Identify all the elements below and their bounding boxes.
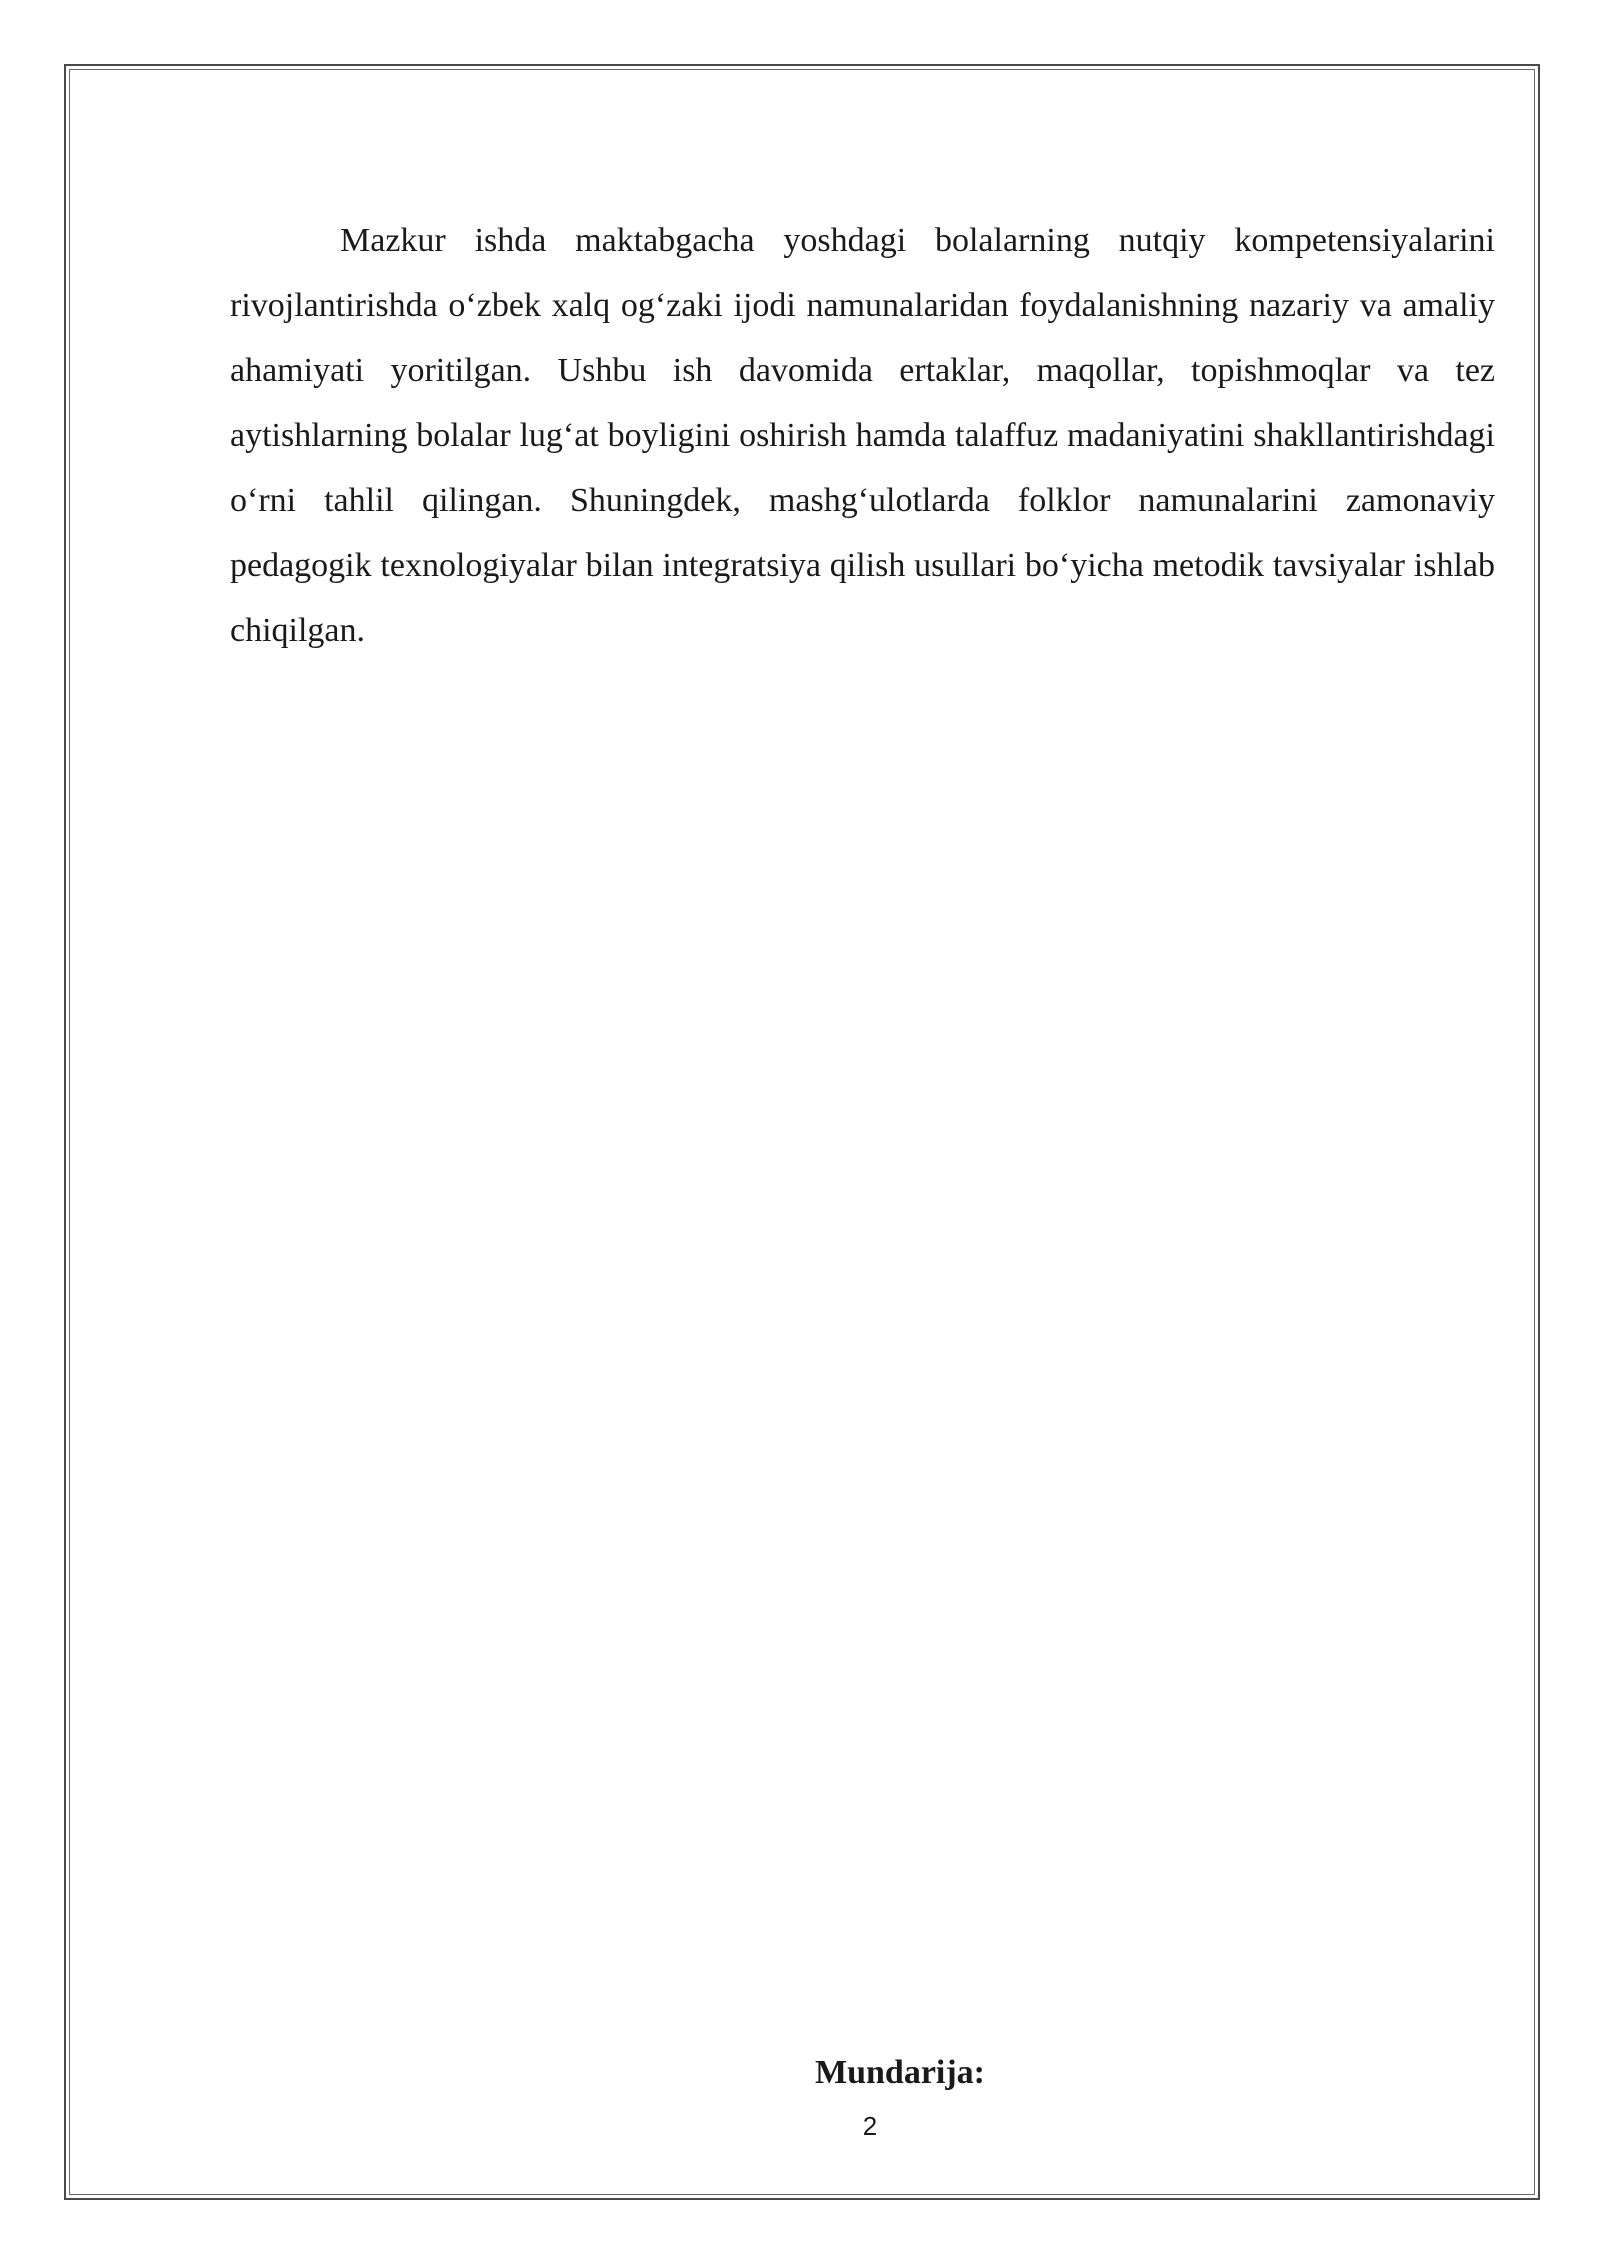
- section-heading: Mundarija:: [815, 2054, 985, 2091]
- page-number: 2: [862, 2111, 878, 2141]
- body-paragraph: Mazkur ishda maktabgacha yoshdagi bolalarning nutqiy kompetensiyalarini rivojlantirishda o‘zbek xalq og‘zaki ijodi namunalaridan foydalanishning nazariy va amaliy ahamiyati yoritilgan. Ushbu ish davomida ertaklar, maqollar, topishmoqlar va tez aytishlarning bolalar lug‘at boyligini oshirish hamda talaffuz madaniyatini shakllantirishdagi o‘rni tahlil qilingan. Shuningdek, mashg‘ulotlarda folklor namunalarini zamonaviy pedagogik texnologiyalar bilan integratsiya qilish usullari bo‘yicha metodik tavsiyalar ishlab chiqilgan.: [230, 222, 1495, 649]
